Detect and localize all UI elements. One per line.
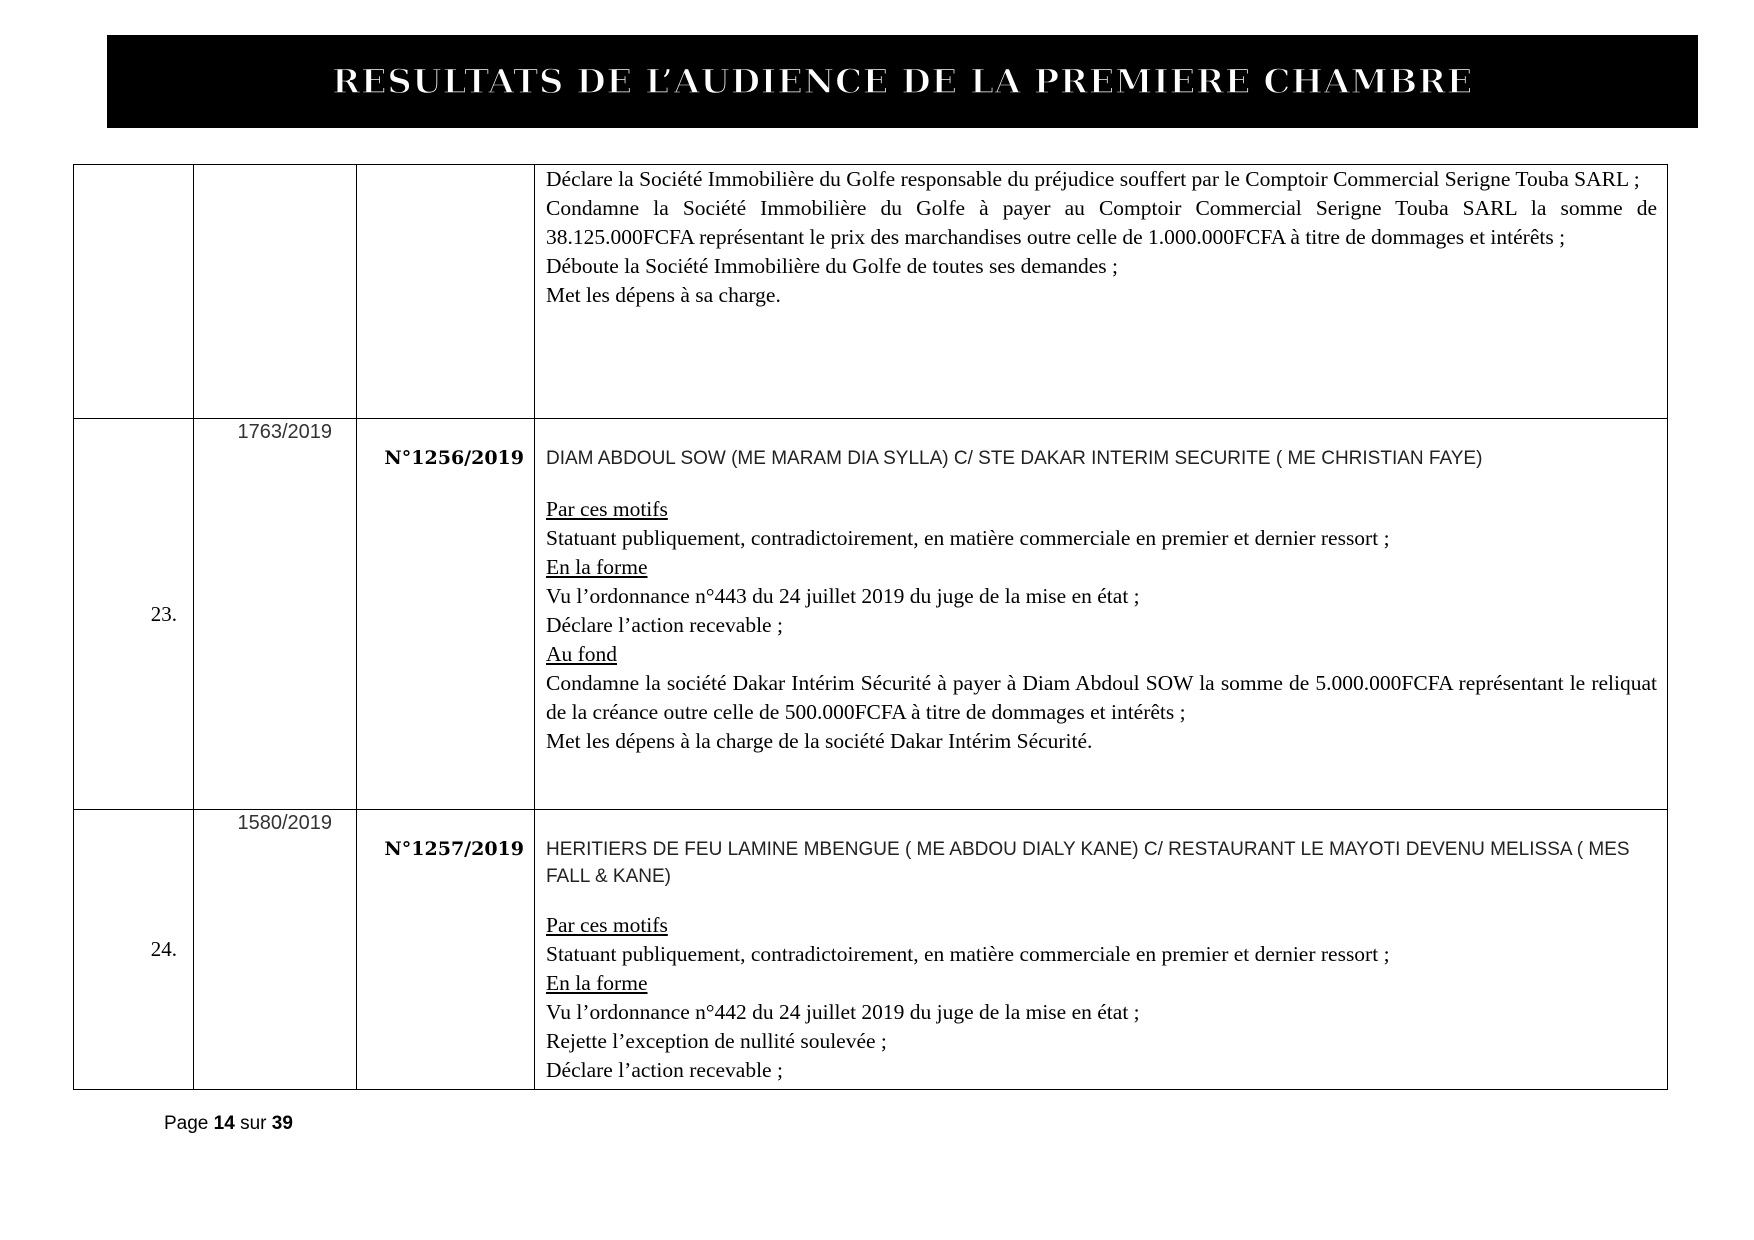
decision-number-cell [357,165,535,419]
forme-line: Vu l’ordonnance n°442 du 24 juillet 2019 du juge de la mise en état ; [546,1000,1140,1024]
case-parties: DIAM ABDOUL SOW (ME MARAM DIA SYLLA) C/ STE DAKAR INTERIM SECURITE ( ME CHRISTIAN FAYE) [546,448,1483,469]
page-number: 14 [213,1113,235,1134]
role-number-cell [194,165,357,419]
decision-line: Met les dépens à sa charge. [546,283,781,307]
motifs-heading: Par ces motifs [546,497,668,521]
table-row [74,165,1668,419]
page-title: RESULTATS DE L’AUDIENCE DE LA PREMIERE CHAMBRE [332,61,1473,102]
fond-line: Met les dépens à la charge de la société Dakar Intérim Sécurité. [546,729,1093,753]
decision-line: Déboute la Société Immobilière du Golfe de toutes ses demandes ; [546,254,1118,278]
forme-line: Rejette l’exception de nullité soulevée ; [546,1029,887,1053]
decision-number-cell: N°1256/2019 [357,419,535,810]
decision-content-cell [535,419,1668,810]
results-table [73,164,1668,1090]
decision-content-cell [535,165,1668,419]
forme-line: Vu l’ordonnance n°443 du 24 juillet 2019 du juge de la mise en état ; [546,584,1140,608]
header-banner [107,35,1698,128]
decision-content-cell [535,810,1668,1090]
row-number-cell [74,165,194,419]
row-number-cell: 24. [74,810,194,1090]
fond-heading: Au fond [546,642,618,666]
total-pages: 39 [271,1113,293,1134]
statuant-line: Statuant publiquement, contradictoirement, en matière commerciale en premier et dernier ressort ; [546,942,1390,966]
table-row [74,419,1668,810]
forme-line: Déclare l’action recevable ; [546,613,783,637]
role-number-cell: 1763/2019 [194,419,357,810]
case-parties: HERITIERS DE FEU LAMINE MBENGUE ( ME ABDOU DIALY KANE) C/ RESTAURANT LE MAYOTI DEVENU MELISSA ( MES FALL & KANE) [546,839,1630,887]
decision-line: Déclare la Société Immobilière du Golfe responsable du préjudice souffert par le Comptoir Commercial Serigne Touba SARL ; [546,167,1640,191]
fond-line: Condamne la société Dakar Intérim Sécurité à payer à Diam Abdoul SOW la somme de 5.000.000FCFA représentant le reliquat de la créance outre celle de 500.000FCFA à titre de dommages et intérêts ; [546,671,1657,724]
table-row [74,810,1668,1090]
forme-line: Déclare l’action recevable ; [546,1058,783,1082]
forme-heading: En la forme [546,971,648,995]
of-label: sur [240,1113,267,1134]
role-number-cell: 1580/2019 [194,810,357,1090]
decision-number-cell: N°1257/2019 [357,810,535,1090]
statuant-line: Statuant publiquement, contradictoirement, en matière commerciale en premier et dernier ressort ; [546,526,1390,550]
decision-line: Condamne la Société Immobilière du Golfe à payer au Comptoir Commercial Serigne Touba SARL la somme de 38.125.000FCFA représentant le prix des marchandises outre celle de 1.000.000FCFA à titre de dommages et intérêts ; [546,196,1657,249]
forme-heading: En la forme [546,555,648,579]
page-label: Page [164,1113,209,1134]
motifs-heading: Par ces motifs [546,913,668,937]
page-footer [164,1113,293,1135]
row-number-cell: 23. [74,419,194,810]
